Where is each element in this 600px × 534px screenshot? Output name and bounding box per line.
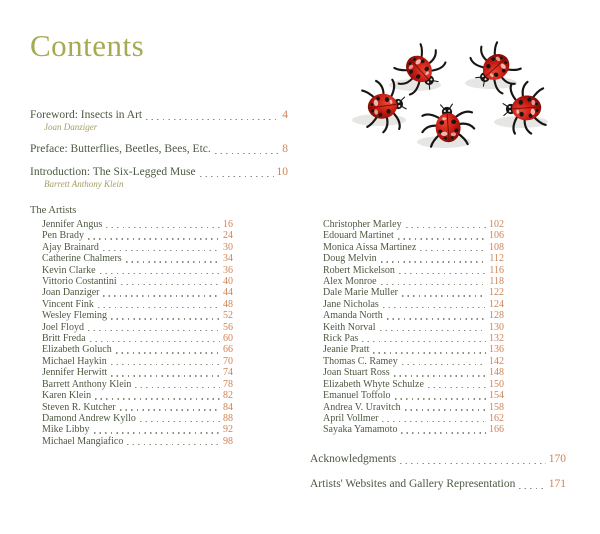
dot-leader — [88, 238, 220, 240]
artist-name: Thomas C. Ramey — [323, 355, 398, 367]
toc-entry-author: Joan Danziger — [44, 122, 98, 132]
artist-toc-entry — [42, 287, 233, 298]
artist-toc-entry — [323, 310, 504, 321]
dot-leader — [380, 330, 487, 332]
page-number: 128 — [489, 310, 504, 322]
artist-toc-entry — [42, 390, 233, 401]
page-number: 30 — [223, 241, 233, 253]
artist-toc-entry — [323, 390, 504, 401]
ladybugs-illustration — [335, 18, 575, 170]
artist-name: Joan Danziger — [42, 287, 100, 299]
artist-name: Damond Andrew Kyllo — [42, 412, 136, 424]
artist-toc-entry — [323, 356, 504, 367]
dot-leader — [381, 261, 487, 263]
dot-leader — [215, 153, 280, 155]
page-number: 171 — [548, 478, 566, 490]
artist-name: Elizabeth Whyte Schulze — [323, 378, 424, 390]
artist-toc-entry — [42, 299, 233, 310]
artist-toc-entry — [42, 310, 233, 321]
artist-name: Sayaka Yamamoto — [323, 424, 398, 436]
artist-name: Wesley Fleming — [42, 310, 108, 322]
dot-leader — [401, 432, 486, 434]
toc-entry-title: Foreword: Insects in Art — [30, 109, 143, 121]
artist-name: Michael Haykin — [42, 355, 107, 367]
dot-leader — [373, 352, 486, 354]
dot-leader — [400, 463, 546, 465]
page-number: 116 — [489, 264, 504, 276]
artist-toc-entry — [323, 333, 504, 344]
dot-leader — [126, 261, 220, 263]
artist-toc-entry — [323, 322, 504, 333]
dot-leader — [383, 307, 486, 309]
artist-list-left — [42, 219, 233, 447]
artist-name: Doug Melvin — [323, 253, 377, 265]
artist-name: Robert Mickelson — [323, 264, 395, 276]
artist-toc-entry — [323, 253, 504, 264]
dot-leader — [406, 227, 486, 229]
page-number: 84 — [223, 401, 233, 413]
page-number: 148 — [489, 367, 504, 379]
page-number: 52 — [223, 310, 233, 322]
artist-name: Jennifer Angus — [42, 219, 103, 230]
dot-leader — [127, 444, 220, 446]
page-number: 124 — [489, 298, 504, 310]
dot-leader — [394, 375, 486, 377]
dot-leader — [106, 227, 220, 229]
page-number: 34 — [223, 253, 233, 265]
artist-name: Vincent Fink — [42, 298, 94, 310]
artist-name: April Vollmer — [323, 412, 379, 424]
dot-leader — [98, 307, 220, 309]
artist-toc-entry — [42, 367, 233, 378]
page-number: 106 — [489, 230, 504, 242]
artist-name: Dale Marie Muller — [323, 287, 398, 299]
artist-toc-entry — [323, 379, 504, 390]
page-number: 10 — [276, 166, 288, 178]
artist-toc-entry — [323, 287, 504, 298]
artist-name: Joan Stuart Ross — [323, 367, 390, 379]
page-number: 82 — [223, 390, 233, 402]
artist-name: Mike Libby — [42, 424, 90, 436]
artist-name: Alex Monroe — [323, 276, 377, 288]
artist-toc-entry — [42, 402, 233, 413]
dot-leader — [95, 398, 220, 400]
dot-leader — [103, 295, 220, 297]
page-title: Contents — [30, 28, 145, 63]
artist-toc-entry — [42, 333, 233, 344]
artist-toc-entry — [323, 367, 504, 378]
page-number: 158 — [489, 401, 504, 413]
frontmatter-section — [30, 108, 288, 199]
artist-toc-entry — [42, 356, 233, 367]
page-number: 112 — [489, 253, 504, 265]
artist-name: Jennifer Herwitt — [42, 367, 108, 379]
artist-toc-entry — [42, 253, 233, 264]
page-number: 48 — [223, 298, 233, 310]
artist-name: Michael Mangiafico — [42, 435, 124, 447]
artist-name: Jeanie Pratt — [323, 344, 370, 356]
page-number: 60 — [223, 333, 233, 345]
dot-leader — [120, 409, 220, 411]
dot-leader — [200, 176, 274, 178]
dot-leader — [402, 364, 486, 366]
dot-leader — [111, 375, 220, 377]
artist-name: Keith Norval — [323, 321, 376, 333]
page-number: 74 — [223, 367, 233, 379]
dot-leader — [399, 273, 486, 275]
page-number: 4 — [282, 109, 288, 121]
artist-toc-entry — [323, 424, 504, 435]
artist-name: Barrett Anthony Klein — [42, 378, 132, 390]
artist-toc-entry — [42, 379, 233, 390]
dot-leader — [90, 341, 220, 343]
artist-name: Kevin Clarke — [42, 264, 96, 276]
artist-toc-entry — [323, 265, 504, 276]
toc-entry-title: Artists' Websites and Gallery Representation — [310, 478, 516, 490]
artist-toc-entry — [323, 402, 504, 413]
artist-name: Emanuel Toffolo — [323, 390, 391, 402]
page-number: 142 — [489, 355, 504, 367]
artist-name: Steven R. Kutcher — [42, 401, 116, 413]
artist-toc-entry — [42, 230, 233, 241]
page-number: 70 — [223, 355, 233, 367]
dot-leader — [420, 250, 486, 252]
page-number: 78 — [223, 378, 233, 390]
artist-name: Andrea V. Uravitch — [323, 401, 401, 413]
dot-leader — [428, 387, 486, 389]
dot-leader — [121, 284, 220, 286]
toc-entry-introduction — [30, 165, 288, 190]
dot-leader — [111, 364, 220, 366]
page-number: 36 — [223, 264, 233, 276]
artist-name: Amanda North — [323, 310, 383, 322]
page-number: 166 — [489, 424, 504, 436]
page-number: 162 — [489, 412, 504, 424]
artist-toc-entry — [42, 344, 233, 355]
page-number: 16 — [223, 219, 233, 230]
artist-name: Joel Floyd — [42, 321, 84, 333]
dot-leader — [88, 330, 220, 332]
artist-name: Pen Brady — [42, 230, 84, 242]
artist-toc-entry — [42, 424, 233, 435]
artist-toc-entry — [323, 276, 504, 287]
toc-entry-title: Introduction: The Six-Legged Muse — [30, 166, 196, 178]
dot-leader — [381, 284, 487, 286]
page-number: 150 — [489, 378, 504, 390]
artist-name: Catherine Chalmers — [42, 253, 122, 265]
dot-leader — [103, 250, 220, 252]
dot-leader — [135, 387, 220, 389]
page-number: 136 — [489, 344, 504, 356]
backmatter-section — [310, 452, 566, 502]
dot-leader — [362, 341, 486, 343]
artist-name: Edouard Martinet — [323, 230, 394, 242]
artist-name: Ajay Brainard — [42, 241, 99, 253]
artist-toc-entry — [323, 242, 504, 253]
artist-toc-entry — [323, 219, 504, 230]
dot-leader — [519, 488, 545, 490]
dot-leader — [405, 409, 486, 411]
page-number: 98 — [223, 435, 233, 447]
page-number: 170 — [548, 453, 566, 465]
toc-entry-author: Barrett Anthony Klein — [44, 179, 124, 189]
artist-toc-entry — [42, 436, 233, 447]
artist-toc-entry — [42, 219, 233, 230]
artist-toc-entry — [323, 299, 504, 310]
toc-entry — [310, 477, 566, 491]
artist-list-right — [323, 219, 504, 436]
dot-leader — [395, 398, 486, 400]
page-number: 132 — [489, 333, 504, 345]
dot-leader — [94, 432, 221, 434]
page-number: 118 — [489, 276, 504, 288]
dot-leader — [382, 421, 486, 423]
page-number: 92 — [223, 424, 233, 436]
artist-name: Christopher Marley — [323, 219, 402, 230]
page-number: 122 — [489, 287, 504, 299]
artist-toc-entry — [42, 265, 233, 276]
artist-toc-entry — [323, 413, 504, 424]
page-number: 108 — [489, 241, 504, 253]
page-number: 56 — [223, 321, 233, 333]
artist-toc-entry — [42, 413, 233, 424]
artist-name: Monica Aissa Martinez — [323, 241, 417, 253]
toc-entry — [310, 452, 566, 466]
dot-leader — [402, 295, 486, 297]
artist-toc-entry — [42, 276, 233, 287]
artist-name: Elizabeth Goluch — [42, 344, 112, 356]
dot-leader — [111, 318, 220, 320]
artist-name: Jane Nicholas — [323, 298, 379, 310]
artists-heading: The Artists — [30, 205, 77, 216]
dot-leader — [100, 273, 220, 275]
artist-toc-entry — [42, 242, 233, 253]
dot-leader — [140, 421, 220, 423]
page-number: 44 — [223, 287, 233, 299]
page-number: 88 — [223, 412, 233, 424]
page-number: 66 — [223, 344, 233, 356]
dot-leader — [398, 238, 486, 240]
artist-toc-entry — [323, 230, 504, 241]
toc-entry-title: Preface: Butterflies, Beetles, Bees, Etc. — [30, 143, 211, 155]
ladybug-icon — [463, 37, 526, 101]
page-number: 154 — [489, 390, 504, 402]
dot-leader — [387, 318, 486, 320]
dot-leader — [146, 119, 279, 121]
toc-entry-foreword — [30, 108, 288, 133]
page-number: 8 — [282, 143, 288, 155]
toc-entry-preface — [30, 142, 288, 156]
artist-name: Karen Klein — [42, 390, 92, 402]
artist-name: Britt Freda — [42, 333, 86, 345]
artist-toc-entry — [323, 344, 504, 355]
page-number: 102 — [489, 219, 504, 230]
artist-name: Vittorio Costantini — [42, 276, 117, 288]
page-number: 40 — [223, 276, 233, 288]
artist-toc-entry — [42, 322, 233, 333]
toc-entry-title: Acknowledgments — [310, 453, 397, 465]
page-number: 130 — [489, 321, 504, 333]
page-number: 24 — [223, 230, 233, 242]
ladybug-icon — [389, 39, 453, 102]
artist-name: Rick Pas — [323, 333, 359, 345]
dot-leader — [116, 352, 220, 354]
